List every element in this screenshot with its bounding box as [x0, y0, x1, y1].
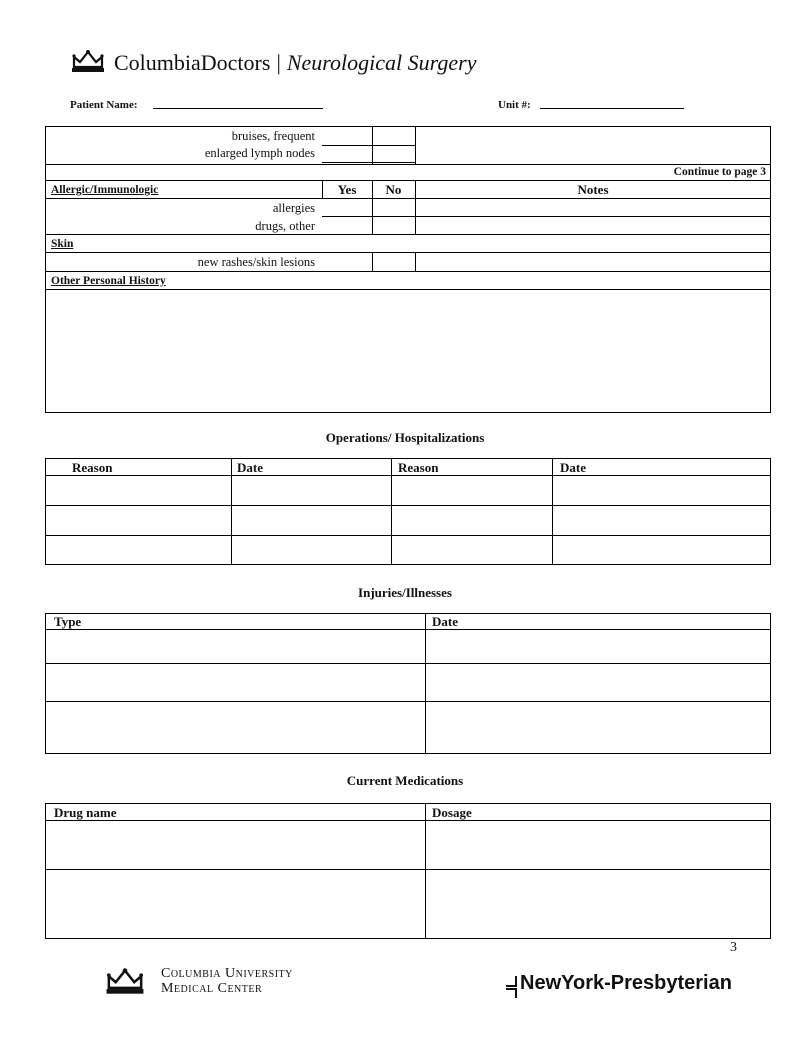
- injuries-table: [45, 613, 771, 754]
- row-label-allergies: allergies: [272, 201, 315, 215]
- nyp-wordmark: NewYork-Presbyterian: [520, 972, 732, 994]
- patient-name-field[interactable]: [153, 108, 323, 109]
- department-name: Neurological Surgery: [286, 50, 477, 75]
- row-label-drugs-other: drugs, other: [255, 219, 315, 233]
- continue-note: Continue to page 3: [673, 166, 766, 178]
- patient-name-label: Patient Name:: [70, 99, 138, 111]
- page-number: 3: [730, 940, 737, 955]
- row-label-skin-lesions: new rashes/skin lesions: [197, 255, 315, 269]
- section-allergic: Allergic/Immunologic: [51, 184, 159, 196]
- brand-name: ColumbiaDoctors: [114, 50, 271, 75]
- col-notes: Notes: [577, 182, 609, 197]
- unit-label: Unit #:: [498, 99, 531, 111]
- row-label-bruises: bruises, frequent: [231, 129, 315, 143]
- cumc-line-1: Columbia University: [161, 966, 293, 981]
- section-skin: Skin: [51, 238, 74, 250]
- brand-separator: |: [276, 50, 281, 75]
- ops-col-reason-1: Reason: [72, 460, 113, 475]
- medications-table: [45, 803, 771, 939]
- medications-title: Current Medications: [346, 773, 464, 788]
- injuries-col-type: Type: [54, 614, 82, 629]
- meds-col-dosage: Dosage: [432, 805, 472, 820]
- meds-col-drug-name: Drug name: [54, 805, 117, 820]
- col-no: No: [385, 182, 402, 197]
- crown-logo-icon: [70, 48, 106, 74]
- nyp-logo-icon: [505, 975, 517, 999]
- injuries-col-date: Date: [432, 614, 458, 629]
- brand-title: [114, 50, 476, 76]
- crown-logo-icon: [104, 966, 146, 996]
- unit-field[interactable]: [540, 108, 684, 109]
- section-other-history: Other Personal History: [51, 275, 166, 287]
- ops-col-reason-2: Reason: [398, 460, 439, 475]
- cumc-line-2: Medical Center: [161, 981, 263, 996]
- ops-col-date-2: Date: [560, 460, 586, 475]
- injuries-title: Injuries/Illnesses: [358, 585, 452, 600]
- cumc-wordmark: [161, 966, 293, 996]
- ops-col-date-1: Date: [237, 460, 263, 475]
- operations-title: Operations/ Hospitalizations: [325, 430, 485, 445]
- other-history-field[interactable]: [46, 290, 770, 412]
- row-label-lymph-nodes: enlarged lymph nodes: [204, 146, 315, 160]
- col-yes: Yes: [337, 182, 357, 197]
